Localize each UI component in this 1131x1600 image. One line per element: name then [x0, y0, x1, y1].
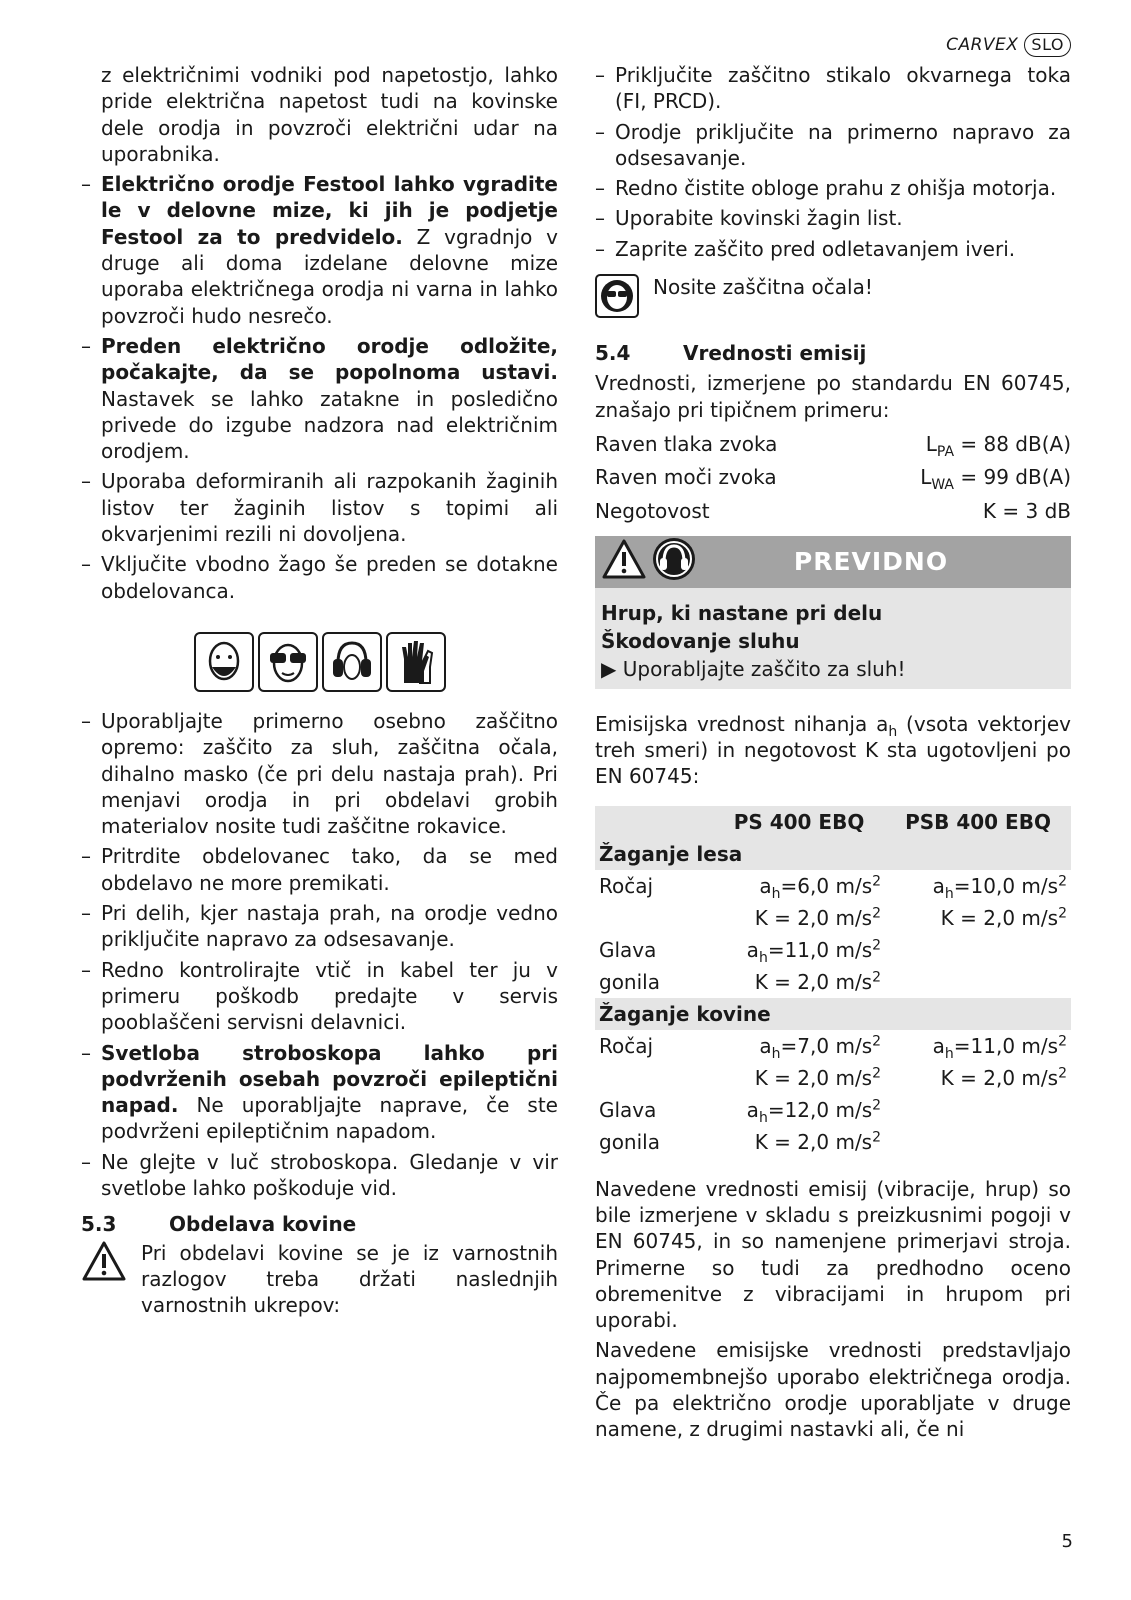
page-header — [946, 33, 1071, 57]
table-row: Glava gonila $a_h=12,0$ $m/s^2$ K = 2,0 $m/s^2$ — [599, 1096, 882, 1154]
warning-triangle-icon — [601, 538, 647, 586]
left-column — [81, 62, 558, 1318]
caution-body: Hrup, ki nastane pri delu Škodovanje sluhu ▶ Uporabljajte zaščito za sluh! — [595, 588, 1071, 689]
list-item: – Vključite vbodno žago še preden se dotakne obdelovanca. — [81, 552, 558, 603]
list-item: – Pritrdite obdelovanec tako, da se med obdelavo ne more premikati. — [81, 844, 558, 895]
list-item: – Zaprite zaščito pred odletavanjem iveri. — [595, 236, 1016, 261]
emissions-note: Navedene vrednosti emisij (vibracije, hrup) so bile izmerjene v skladu s preizkusnimi pogoji v EN 60745, in so namenjene primerjavi stroja. Primerne so tudi za predhodno oceno obremenitve z vibracijami in hrupom pri uporabi. — [595, 1176, 1071, 1333]
page-number: 5 — [1061, 1531, 1073, 1552]
paragraph-continuation: z električnimi vodniki pod napetostjo, lahko pride električna napetost tudi na kovinske dele orodja in povzroči električni udar na uporabnika. — [101, 63, 558, 166]
table-section-metal: Žaganje kovine — [595, 998, 1071, 1030]
list-item: – Pri delih, kjer nastaja prah, na orodje vedno priključite napravo za odsesavanje. — [81, 901, 558, 952]
caution-banner — [595, 536, 1071, 588]
ppe-icons — [81, 632, 558, 692]
list-item: – Uporabite kovinski žagin list. — [595, 206, 903, 231]
list-item: – Priključite zaščitno stikalo okvarnega toka (FI, PRCD). — [595, 63, 1071, 114]
list-item: – Orodje priključite na primerno napravo za odsesavanje. — [595, 119, 1071, 170]
vibration-table — [595, 806, 1071, 1158]
list-item: – Ne glejte v luč stroboskopa. Gledanje v vir svetlobe lahko poškoduje vid. — [81, 1149, 558, 1200]
goggles-note: Nosite zaščitna očala! — [595, 274, 1071, 318]
table-row: Glava gonila $a_h=11,0$ $m/s^2$ K = 2,0 $m/s^2$ — [599, 936, 882, 994]
table-header: PS 400 EBQ PSB 400 EBQ — [595, 806, 1071, 838]
caution-title: PREVIDNO — [793, 546, 949, 576]
table-section-wood: Žaganje lesa — [595, 838, 1071, 870]
emissions-intro: Vrednosti, izmerjene po standardu EN 60745, znašajo pri tipičnem primeru: — [595, 371, 1071, 422]
arrow-right-icon: ▶ — [601, 657, 617, 682]
section-heading-5-4: 5.4 Vrednosti emisij — [595, 341, 867, 366]
ear-protection-icon — [322, 632, 382, 692]
language-badge: SLO — [1024, 33, 1071, 57]
list-item: – Uporabljajte primerno osebno zaščitno opremo: zaščito za sluh, zaščitna očala, dihalno masko (če pri delu nastaja prah). Pri menjavi orodja in pri obdelavi grobih materialov nosite tudi zaščitne rokavice. — [81, 708, 558, 839]
table-row: Ročaj $a_h=6,0$ $m/s^2$ K = 2,0 $m/s^2$ $a_h=10,0$ $m/s^2$ K = 2,0 $m/s^2$ — [599, 872, 1067, 930]
emission-values — [595, 431, 1071, 524]
emission-row: Raven tlaka zvoka $L_{PA} = 88$ dB(A) — [595, 431, 1071, 460]
list-item: – Električno orodje Festool lahko vgradite le v delovne mize, ki jih je podjetje Festool za to predvidelo. Z vgradnjo v druge ali doma izdelane delovne mize uporaba električnega orodja ni varna in lahko povzroči hudo nesrečo. — [81, 172, 558, 328]
emission-row: Negotovost K = 3 dB — [595, 498, 1071, 523]
warning-triangle-icon — [81, 1240, 129, 1288]
safety-glasses-icon — [258, 632, 318, 692]
brand-name: CARVEX — [946, 35, 1019, 55]
right-column — [595, 62, 1071, 1443]
ear-protection-icon — [651, 536, 697, 588]
safety-goggles-icon — [595, 274, 639, 318]
dust-mask-icon — [194, 632, 254, 692]
section-heading-5-3: 5.3 Obdelava kovine — [81, 1212, 357, 1237]
gloves-icon — [386, 632, 446, 692]
metal-warning: Pri obdelavi kovine se je iz varnostnih razlogov treba držati naslednjih varnostnih ukrepov: — [81, 1240, 558, 1319]
list-item: – Redno čistite obloge prahu z ohišja motorja. — [595, 176, 1057, 201]
emission-row: Raven moči zvoka $L_{WA} = 99$ dB(A) — [595, 465, 1071, 494]
table-row: Ročaj $a_h=7,0$ $m/s^2$ K = 2,0 $m/s^2$ $a_h=11,0$ $m/s^2$ K = 2,0 $m/s^2$ — [599, 1032, 1067, 1090]
vibration-intro: Emisijska vrednost nihanja $a_h$ (vsota vektorjev treh smeri) in negotovost K sta ugotovljeni po EN 60745: — [595, 711, 1072, 789]
list-item: – Uporaba deformiranih ali razpokanih žaginih listov ter žaginih listov s topimi ali okvarjenimi rezili ni dovoljena. — [81, 469, 558, 547]
list-item: – Svetloba stroboskopa lahko pri podvrženih osebah povzroči epileptični napad. Ne uporabljajte naprave, če ste podvrženi epileptičnim napadom. — [81, 1040, 558, 1144]
list-item: – Redno kontrolirajte vtič in kabel ter ju v primeru poškodb predajte v servis pooblaščeni servisni delavnici. — [81, 957, 558, 1035]
list-item: – Preden električno orodje odložite, počakajte, da se popolnoma ustavi. Nastavek se lahko zatakne in posledično privede do izgube nadzora nad električnim orodjem. — [81, 333, 558, 464]
emissions-note-2: Navedene emisijske vrednosti predstavljajo najpomembnejšo uporabo električnega orodja. Če pa električno orodje uporabljate v druge namene, z drugimi nastavki ali, če ni — [595, 1338, 1071, 1442]
